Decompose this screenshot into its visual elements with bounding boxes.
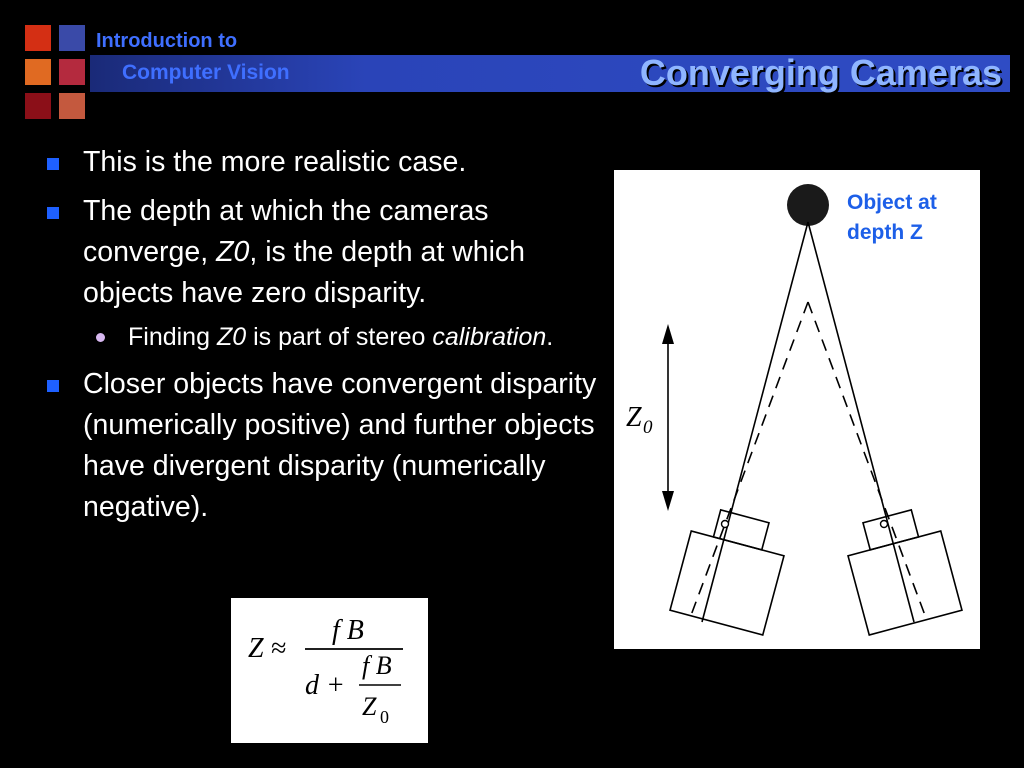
formula-lhs: Z ≈ xyxy=(248,633,286,664)
right-camera xyxy=(841,504,962,635)
left-dashed-line xyxy=(690,302,808,618)
right-dashed-line xyxy=(808,302,926,618)
bullet-item xyxy=(44,191,614,314)
left-lens xyxy=(722,521,729,528)
bullet-text-italic: Z0 xyxy=(216,236,250,268)
bullet-dot-icon xyxy=(96,333,105,342)
slide-title: Converging Cameras xyxy=(639,52,1002,93)
left-camera xyxy=(670,504,791,635)
course-title-line1: Introduction to xyxy=(96,30,238,52)
object-label-line2: depth Z xyxy=(847,221,923,244)
deco-square xyxy=(25,59,51,85)
bullet-item xyxy=(44,142,614,183)
bullet-text: Finding xyxy=(128,323,217,351)
formula-inner-denominator: Z xyxy=(362,692,377,721)
bullet-text: This is the more realistic case. xyxy=(83,146,467,178)
z0-arrow-down xyxy=(662,491,674,511)
formula-inner-numerator: f B xyxy=(362,651,392,680)
object-circle xyxy=(787,184,829,226)
bullet-square-icon xyxy=(47,158,59,170)
bullet-text-italic: calibration xyxy=(432,323,547,351)
bullet-text: The depth at which the cameras converge, xyxy=(83,195,489,268)
deco-square xyxy=(59,59,85,85)
formula-svg xyxy=(231,598,428,743)
bullet-text: , is the depth at which objects have zero disparity. xyxy=(83,236,526,309)
converging-cameras-figure xyxy=(614,170,980,649)
deco-square xyxy=(25,93,51,119)
left-camera-axis xyxy=(702,222,808,622)
deco-square xyxy=(59,93,85,119)
bullet-text-italic: Z0 xyxy=(216,323,247,351)
bullet-text: is part of stereo xyxy=(246,323,433,351)
z0-label: Z xyxy=(626,402,642,433)
bullet-text: Closer objects have convergent disparity (numerically positive) and further objects have divergent disparity (numerically negative). xyxy=(83,368,597,523)
bullet-list xyxy=(44,142,614,536)
object-label-line1: Object at xyxy=(847,191,937,214)
bullet-square-icon xyxy=(47,380,59,392)
bullet-text: . xyxy=(546,323,554,351)
right-lens xyxy=(881,521,888,528)
z0-subscript: 0 xyxy=(643,417,653,438)
z0-arrow-up xyxy=(662,324,674,344)
depth-formula xyxy=(231,598,428,743)
deco-square xyxy=(59,25,85,51)
bullet-square-icon xyxy=(47,207,59,219)
formula-numerator: f B xyxy=(332,615,364,646)
right-camera-axis xyxy=(808,222,914,622)
formula-inner-subscript: 0 xyxy=(380,707,389,727)
formula-denominator: d + xyxy=(305,670,345,701)
bullet-item xyxy=(44,364,614,528)
deco-square xyxy=(25,25,51,51)
object-label xyxy=(847,188,977,248)
sub-bullet-item xyxy=(83,318,614,356)
course-title-line2: Computer Vision xyxy=(122,61,290,84)
